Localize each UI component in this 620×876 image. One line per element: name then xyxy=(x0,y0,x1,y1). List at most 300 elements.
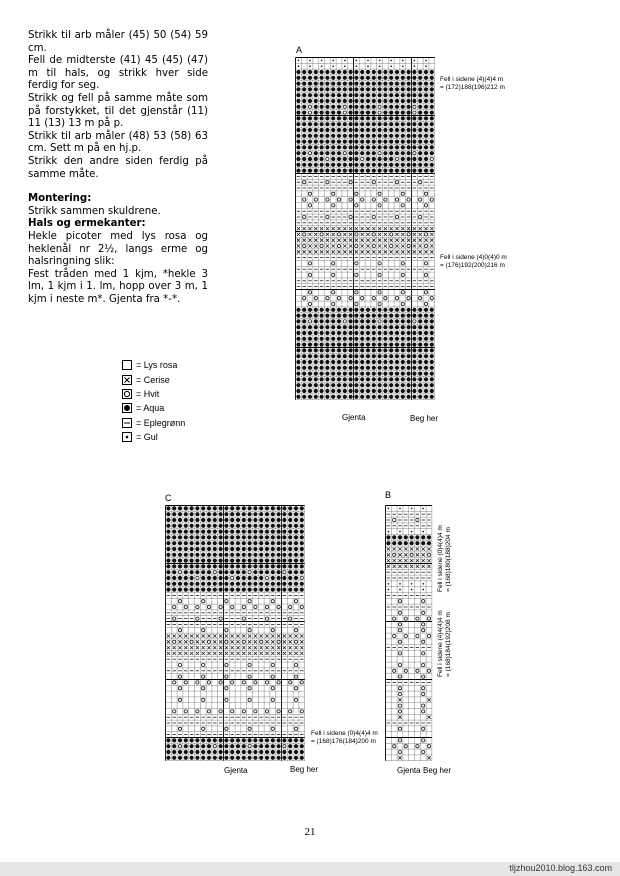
chart-symbol xyxy=(325,354,329,358)
chart-symbol xyxy=(190,570,194,574)
chart-symbol xyxy=(314,227,317,230)
chart-symbol xyxy=(195,750,199,754)
chart-symbol xyxy=(414,60,416,62)
chart-symbol xyxy=(224,506,228,510)
chart-symbol xyxy=(230,588,234,592)
chart-symbol xyxy=(378,325,382,329)
chart-symbol xyxy=(248,634,251,637)
chart-symbol xyxy=(349,377,353,381)
chart-symbol xyxy=(360,383,364,387)
chart-symbol xyxy=(230,553,234,557)
chart-symbol xyxy=(331,319,335,323)
chart-a-grid xyxy=(295,57,436,411)
chart-symbol xyxy=(259,530,263,534)
chart-symbol xyxy=(296,105,300,109)
chart-symbol xyxy=(398,541,402,545)
chart-symbol xyxy=(248,518,252,522)
chart-symbol xyxy=(360,343,364,347)
chart-symbol xyxy=(395,140,399,144)
chart-symbol xyxy=(201,541,205,545)
chart-symbol xyxy=(213,634,216,637)
chart-symbol xyxy=(355,233,358,236)
chart-symbol xyxy=(325,82,329,86)
chart-symbol xyxy=(277,738,281,742)
chart-symbol xyxy=(378,395,382,399)
chart-symbol xyxy=(294,512,298,516)
chart-symbol xyxy=(366,134,370,138)
chart-symbol xyxy=(184,506,188,510)
chart-symbol xyxy=(424,291,427,294)
chart-symbol xyxy=(230,559,234,563)
chart-symbol xyxy=(355,262,358,265)
chart-symbol xyxy=(296,145,300,149)
chart-symbol xyxy=(236,564,240,568)
chart-symbol xyxy=(184,750,188,754)
chart-symbol xyxy=(296,82,300,86)
chart-symbol xyxy=(424,383,428,387)
chart-symbol xyxy=(302,111,306,115)
chart-symbol xyxy=(265,750,269,754)
chart-symbol xyxy=(283,652,286,655)
chart-symbol xyxy=(424,163,428,167)
chart-symbol xyxy=(412,343,416,347)
chart-symbol xyxy=(430,169,434,173)
chart-symbol xyxy=(422,559,425,562)
chart-symbol xyxy=(383,122,387,126)
chart-symbol xyxy=(399,583,401,585)
chart-symbol xyxy=(242,738,246,742)
chart-symbol xyxy=(296,314,300,318)
chart-symbol xyxy=(398,652,401,655)
chart-symbol xyxy=(372,134,376,138)
chart-symbol xyxy=(355,291,358,294)
chart-symbol xyxy=(253,588,257,592)
chart-symbol xyxy=(213,640,216,643)
chart-symbol xyxy=(302,169,306,173)
chart-symbol xyxy=(418,169,422,173)
chart-symbol xyxy=(388,583,390,585)
chart-symbol xyxy=(383,151,387,155)
chart-symbol xyxy=(320,383,324,387)
chart-symbol xyxy=(412,348,416,352)
chart-symbol xyxy=(343,372,347,376)
chart-symbol xyxy=(360,116,364,120)
chart-symbol xyxy=(349,169,353,173)
chart-symbol xyxy=(378,152,381,155)
chart-symbol xyxy=(395,151,399,155)
chart-symbol xyxy=(395,169,399,173)
chart-symbol xyxy=(173,634,176,637)
chart-symbol xyxy=(225,600,228,603)
chart-symbol xyxy=(378,360,382,364)
chart-symbol xyxy=(331,82,335,86)
chart-symbol xyxy=(366,366,370,370)
chart-symbol xyxy=(404,559,407,562)
chart-symbol xyxy=(331,99,335,103)
chart-symbol xyxy=(320,105,324,109)
chart-symbol xyxy=(271,541,275,545)
chart-symbol xyxy=(407,348,411,352)
chart-symbol xyxy=(404,617,407,620)
chart-symbol xyxy=(349,250,352,253)
chart-symbol xyxy=(349,157,353,161)
chart-symbol xyxy=(190,640,193,643)
chart-symbol xyxy=(201,588,205,592)
chart-symbol xyxy=(201,738,205,742)
chart-symbol xyxy=(424,360,428,364)
chart-symbol xyxy=(248,600,251,603)
chart-symbol xyxy=(378,111,381,114)
chart-symbol xyxy=(355,227,358,230)
chart-symbol xyxy=(366,227,369,230)
chart-symbol xyxy=(407,116,411,120)
chart-symbol xyxy=(424,116,428,120)
chart-symbol xyxy=(302,157,306,161)
chart-symbol xyxy=(320,157,324,161)
legend-label: = Aqua xyxy=(136,403,165,414)
chart-symbol xyxy=(407,70,411,74)
chart-symbol xyxy=(242,617,245,620)
chart-symbol xyxy=(349,297,352,300)
chart-symbol xyxy=(288,738,292,742)
chart-symbol xyxy=(294,547,298,551)
chart-symbol xyxy=(308,331,312,335)
chart-symbol xyxy=(207,576,211,580)
chart-symbol xyxy=(231,634,234,637)
chart-symbol xyxy=(398,600,401,603)
chart-symbol xyxy=(343,354,347,358)
chart-symbol xyxy=(184,588,188,592)
chart-symbol xyxy=(343,239,346,242)
chart-symbol xyxy=(308,157,312,161)
chart-symbol xyxy=(366,145,370,149)
chart-symbol xyxy=(360,82,364,86)
chart-symbol xyxy=(219,518,223,522)
chart-symbol xyxy=(343,383,347,387)
chart-symbol xyxy=(354,348,358,352)
chart-symbol xyxy=(366,122,370,126)
chart-symbol xyxy=(178,756,182,760)
chart-symbol xyxy=(331,337,335,341)
chart-symbol xyxy=(418,377,422,381)
chart-symbol xyxy=(424,314,428,318)
chart-symbol xyxy=(331,70,335,74)
chart-symbol xyxy=(294,582,298,586)
chart-b-repeat-label: Gjenta xyxy=(397,766,421,775)
chart-symbol xyxy=(259,570,263,574)
legend-row-aqua xyxy=(122,401,185,415)
chart-symbol xyxy=(172,535,176,539)
chart-symbol xyxy=(331,354,335,358)
hals-text-1: Hekle picoter med lys rosa og heklenål nr 2½, langs erme og halsringning slik: xyxy=(28,230,208,268)
chart-symbol xyxy=(412,337,416,341)
chart-symbol xyxy=(343,360,347,364)
chart-symbol xyxy=(360,169,364,173)
chart-symbol xyxy=(282,518,286,522)
chart-symbol xyxy=(424,70,428,74)
chart-symbol xyxy=(331,145,335,149)
chart-symbol xyxy=(282,564,286,568)
chart-symbol xyxy=(407,151,411,155)
chart-symbol xyxy=(360,372,364,376)
chart-symbol xyxy=(366,348,370,352)
chart-symbol xyxy=(422,565,425,568)
chart-symbol xyxy=(383,116,387,120)
chart-symbol xyxy=(236,506,240,510)
chart-symbol xyxy=(331,395,335,399)
chart-symbol xyxy=(253,564,257,568)
chart-symbol xyxy=(288,582,292,586)
chart-symbol xyxy=(207,559,211,563)
chart-symbol xyxy=(404,535,408,539)
chart-symbol xyxy=(190,553,194,557)
chart-symbol xyxy=(421,541,425,545)
chart-symbol xyxy=(300,570,304,574)
chart-symbol xyxy=(383,128,387,132)
chart-symbol xyxy=(178,530,182,534)
chart-symbol xyxy=(248,553,252,557)
chart-symbol xyxy=(378,122,382,126)
chart-symbol xyxy=(219,646,222,649)
chart-symbol xyxy=(271,524,275,528)
chart-symbol xyxy=(424,122,428,126)
chart-symbol xyxy=(366,116,370,120)
chart-symbol xyxy=(393,553,396,556)
chart-symbol xyxy=(395,319,399,323)
chart-symbol xyxy=(354,343,358,347)
chart-symbol xyxy=(354,93,358,97)
chart-symbol xyxy=(184,570,188,574)
chart-symbol xyxy=(172,524,176,528)
chart-symbol xyxy=(224,512,228,516)
chart-symbol xyxy=(399,589,401,591)
chart-symbol xyxy=(378,262,381,265)
chart-c-label: C xyxy=(165,493,172,503)
chart-symbol xyxy=(349,134,353,138)
chart-symbol xyxy=(300,605,303,608)
chart-symbol xyxy=(207,640,210,643)
legend-label: = Hvit xyxy=(136,388,160,399)
chart-symbol xyxy=(390,227,393,230)
chart-symbol xyxy=(414,65,416,67)
chart-symbol xyxy=(404,669,407,672)
chart-symbol xyxy=(401,273,404,276)
chart-symbol xyxy=(202,629,205,632)
chart-symbol xyxy=(190,652,193,655)
chart-symbol xyxy=(366,250,369,253)
chart-symbol xyxy=(337,122,341,126)
chart-symbol xyxy=(410,547,413,550)
chart-symbol xyxy=(253,530,257,534)
chart-symbol xyxy=(325,76,329,80)
chart-symbol xyxy=(398,750,401,753)
chart-symbol xyxy=(225,646,228,649)
chart-symbol xyxy=(236,512,240,516)
chart-symbol xyxy=(224,547,228,551)
chart-symbol xyxy=(225,640,228,643)
chart-symbol xyxy=(201,553,205,557)
chart-symbol xyxy=(166,750,170,754)
chart-symbol xyxy=(259,535,263,539)
chart-symbol xyxy=(332,262,335,265)
chart-symbol xyxy=(259,576,263,580)
chart-symbol xyxy=(326,227,329,230)
chart-symbol xyxy=(207,756,211,760)
chart-symbol xyxy=(178,547,182,551)
chart-symbol xyxy=(325,111,329,115)
chart-symbol xyxy=(308,93,312,97)
chart-symbol xyxy=(393,565,396,568)
chart-symbol xyxy=(337,383,341,387)
chart-symbol xyxy=(343,337,347,341)
chart-symbol xyxy=(325,99,329,103)
chart-symbol xyxy=(354,111,358,115)
chart-symbol xyxy=(401,250,404,253)
chart-symbol xyxy=(201,582,205,586)
chart-symbol xyxy=(337,372,341,376)
chart-symbol xyxy=(296,366,300,370)
chart-symbol xyxy=(219,756,223,760)
chart-symbol xyxy=(389,383,393,387)
chart-symbol xyxy=(308,128,312,132)
chart-symbol xyxy=(349,122,353,126)
chart-symbol xyxy=(404,565,407,568)
chart-symbol xyxy=(401,372,405,376)
chart-symbol xyxy=(314,383,318,387)
chart-symbol xyxy=(430,377,434,381)
chart-symbol xyxy=(242,553,246,557)
chart-symbol xyxy=(195,570,199,574)
chart-symbol xyxy=(320,354,324,358)
chart-symbol xyxy=(277,570,281,574)
chart-symbol xyxy=(407,331,411,335)
chart-symbol xyxy=(383,169,387,173)
chart-symbol xyxy=(407,354,411,358)
chart-symbol xyxy=(421,535,425,539)
chart-symbol xyxy=(398,611,401,614)
chart-symbol xyxy=(314,87,318,91)
chart-symbol xyxy=(331,105,335,109)
chart-symbol xyxy=(248,698,251,701)
chart-symbol xyxy=(430,99,434,103)
chart-symbol xyxy=(354,331,358,335)
chart-symbol xyxy=(430,244,433,247)
chart-symbol xyxy=(354,128,358,132)
chart-symbol xyxy=(378,93,382,97)
chart-symbol xyxy=(383,319,387,323)
chart-symbol xyxy=(378,377,382,381)
chart-symbol xyxy=(401,99,405,103)
chart-symbol xyxy=(271,518,275,522)
chart-symbol xyxy=(337,343,341,347)
chart-symbol xyxy=(407,250,410,253)
chart-symbol xyxy=(349,215,352,218)
chart-symbol xyxy=(412,331,416,335)
chart-symbol xyxy=(288,559,292,563)
chart-symbol xyxy=(343,140,347,144)
chart-symbol xyxy=(172,559,176,563)
chart-symbol xyxy=(277,535,281,539)
chart-symbol xyxy=(308,273,311,276)
chart-symbol xyxy=(407,99,411,103)
chart-symbol xyxy=(430,343,434,347)
chart-symbol xyxy=(207,564,211,568)
chart-symbol xyxy=(184,652,187,655)
chart-symbol xyxy=(360,354,364,358)
chart-symbol xyxy=(190,564,194,568)
chart-symbol xyxy=(213,553,217,557)
chart-symbol xyxy=(224,588,228,592)
chart-symbol xyxy=(389,116,393,120)
chart-symbol xyxy=(320,128,324,132)
chart-symbol xyxy=(427,541,431,545)
chart-symbol xyxy=(253,576,257,580)
chart-symbol xyxy=(349,343,353,347)
chart-symbol xyxy=(231,681,234,684)
chart-symbol xyxy=(196,617,199,620)
chart-symbol xyxy=(401,343,405,347)
chart-symbol xyxy=(419,181,422,184)
chart-symbol xyxy=(195,541,199,545)
chart-symbol xyxy=(282,524,286,528)
chart-symbol xyxy=(354,314,358,318)
chart-symbol xyxy=(178,582,182,586)
chart-symbol xyxy=(361,157,364,160)
chart-symbol xyxy=(320,331,324,335)
chart-symbol xyxy=(383,395,387,399)
footer-url: tljzhou2010.blog.163.com xyxy=(509,863,612,873)
chart-symbol xyxy=(378,105,381,108)
chart-symbol xyxy=(395,157,398,160)
chart-symbol xyxy=(230,524,234,528)
chart-symbol xyxy=(383,111,387,115)
chart-symbol xyxy=(372,198,375,201)
chart-symbol xyxy=(184,564,188,568)
chart-symbol xyxy=(372,93,376,97)
chart-symbol xyxy=(236,744,240,748)
chart-symbol xyxy=(331,93,335,97)
chart-symbol xyxy=(314,389,318,393)
chart-symbol xyxy=(302,140,306,144)
chart-symbol xyxy=(337,99,341,103)
chart-symbol xyxy=(372,377,376,381)
chart-symbol xyxy=(230,518,234,522)
chart-symbol xyxy=(308,163,312,167)
chart-symbol xyxy=(424,111,428,115)
chart-symbol xyxy=(308,320,311,323)
chart-symbol xyxy=(320,93,324,97)
chart-symbol xyxy=(166,582,170,586)
chart-symbol xyxy=(395,116,399,120)
chart-symbol xyxy=(253,744,257,748)
chart-symbol xyxy=(271,576,275,580)
chart-symbol xyxy=(343,250,346,253)
chart-symbol xyxy=(320,169,324,173)
chart-symbol xyxy=(407,343,411,347)
chart-symbol xyxy=(224,750,228,754)
chart-symbol xyxy=(372,250,375,253)
chart-symbol xyxy=(320,366,324,370)
chart-symbol xyxy=(331,389,335,393)
chart-a-label: A xyxy=(296,45,303,55)
chart-symbol xyxy=(265,634,268,637)
chart-symbol xyxy=(372,360,376,364)
chart-symbol xyxy=(325,116,329,120)
chart-symbol xyxy=(398,663,401,666)
chart-symbol xyxy=(395,134,399,138)
chart-symbol xyxy=(401,325,405,329)
chart-symbol xyxy=(378,128,382,132)
